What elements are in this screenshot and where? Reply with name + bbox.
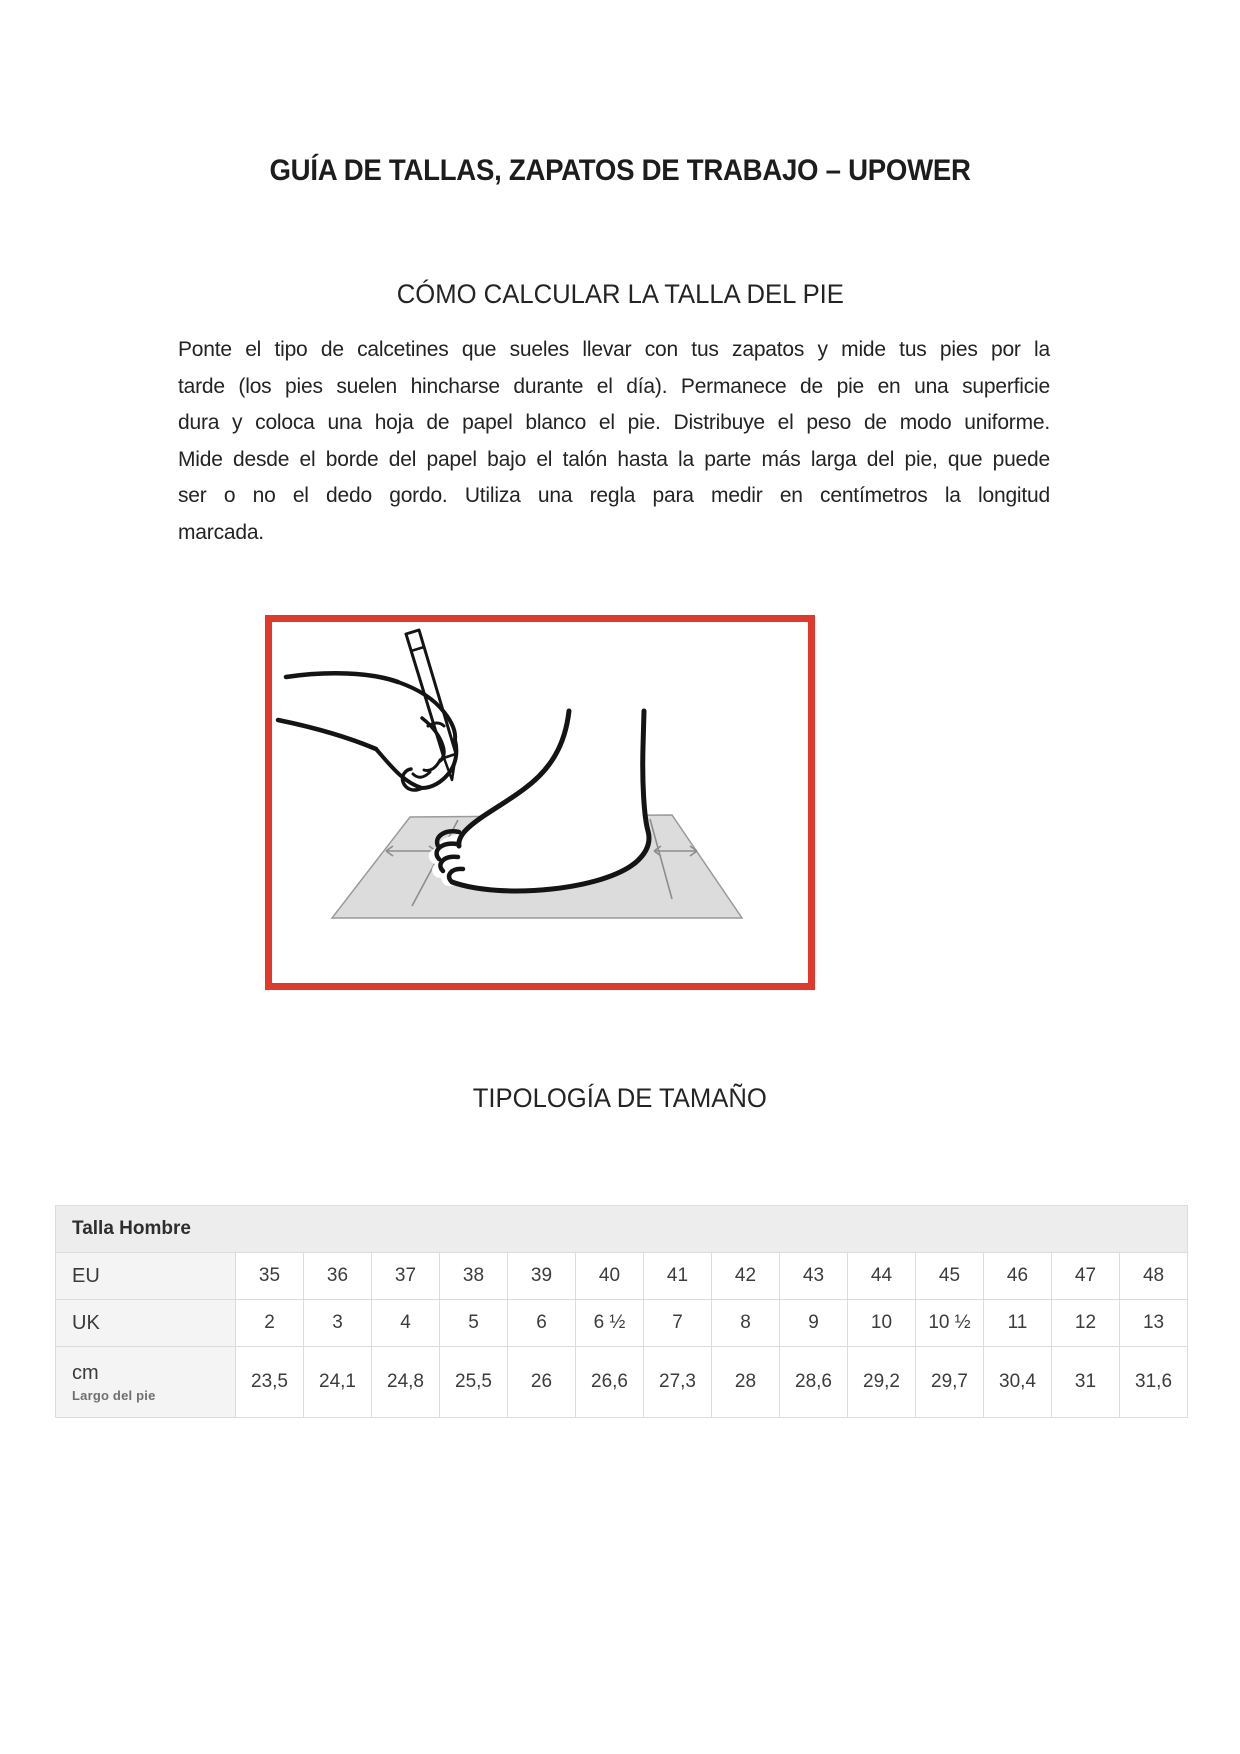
paragraph-line: tarde (los pies suelen hincharse durante el día). Permanece de pie en una superficie [178,374,1050,398]
size-value-cell: 26 [508,1347,576,1418]
paragraph-line: dura y coloca una hoja de papel blanco el pie. Distribuye el peso de modo uniforme. [178,411,1050,434]
size-value-cell: 27,3 [644,1347,712,1418]
size-value-cell: 38 [440,1253,508,1300]
size-value-cell: 47 [1052,1253,1120,1300]
size-value-cell: 36 [304,1253,372,1300]
paragraph-line: marcada. [178,520,264,544]
paragraph-line: ser o no el dedo gordo. Utiliza una regla para medir en centímetros la longitud [178,484,1050,507]
size-value-cell: 26,6 [576,1347,644,1418]
size-value-cell: 6 ½ [576,1300,644,1347]
paragraph-line: Ponte el tipo de calcetines que sueles llevar con tus zapatos y mide tus pies por la [178,338,1050,361]
section-heading-how-to-measure: CÓMO CALCULAR LA TALLA DEL PIE [396,279,844,309]
size-value-cell: 28,6 [780,1347,848,1418]
size-value-cell: 10 ½ [916,1300,984,1347]
size-value-cell: 35 [236,1253,304,1300]
size-value-cell: 8 [712,1300,780,1347]
table-row [56,1253,1188,1300]
table-title: Talla Hombre [56,1206,1188,1253]
row-label: UK [56,1300,236,1347]
size-value-cell: 13 [1120,1300,1188,1347]
instructions-paragraph [178,332,1050,551]
size-value-cell: 45 [916,1253,984,1300]
row-sublabel: Largo del pie [72,1387,156,1403]
size-value-cell: 31 [1052,1347,1120,1418]
size-value-cell: 31,6 [1120,1347,1188,1418]
arm-lines [278,673,398,749]
size-value-cell: 40 [576,1253,644,1300]
foot-silhouette [429,711,649,893]
size-value-cell: 9 [780,1300,848,1347]
row-label: EU [56,1253,236,1300]
table-row [56,1347,1188,1418]
size-value-cell: 48 [1120,1253,1188,1300]
measure-foot-illustration [265,615,815,990]
size-value-cell: 29,2 [848,1347,916,1418]
size-value-cell: 41 [644,1253,712,1300]
size-table [55,1205,1187,1418]
pencil [406,630,456,780]
size-value-cell: 12 [1052,1300,1120,1347]
paragraph-line: Mide desde el borde del papel bajo el talón hasta la parte más larga del pie, que puede [178,447,1050,471]
size-value-cell: 44 [848,1253,916,1300]
page-title [120,154,1120,188]
size-value-cell: 25,5 [440,1347,508,1418]
size-value-cell: 46 [984,1253,1052,1300]
section-heading-size-typology: TIPOLOGÍA DE TAMAÑO [472,1083,768,1113]
size-value-cell: 6 [508,1300,576,1347]
page-title-text: GUÍA DE TALLAS, ZAPATOS DE TRABAJO – UPOWER [269,154,971,187]
size-value-cell: 23,5 [236,1347,304,1418]
size-value-cell: 24,1 [304,1347,372,1418]
size-value-cell: 37 [372,1253,440,1300]
row-label: cm Largo del pie [56,1347,236,1418]
size-value-cell: 39 [508,1253,576,1300]
size-value-cell: 3 [304,1300,372,1347]
size-table-body [56,1206,1188,1418]
size-value-cell: 43 [780,1253,848,1300]
foot-drawing-svg [272,622,808,983]
size-value-cell: 28 [712,1347,780,1418]
size-value-cell: 5 [440,1300,508,1347]
size-value-cell: 4 [372,1300,440,1347]
size-value-cell: 7 [644,1300,712,1347]
table-header-row [56,1206,1188,1253]
size-value-cell: 11 [984,1300,1052,1347]
table-row [56,1300,1188,1347]
size-value-cell: 2 [236,1300,304,1347]
size-value-cell: 42 [712,1253,780,1300]
size-value-cell: 10 [848,1300,916,1347]
size-value-cell: 29,7 [916,1347,984,1418]
size-value-cell: 24,8 [372,1347,440,1418]
size-value-cell: 30,4 [984,1347,1052,1418]
